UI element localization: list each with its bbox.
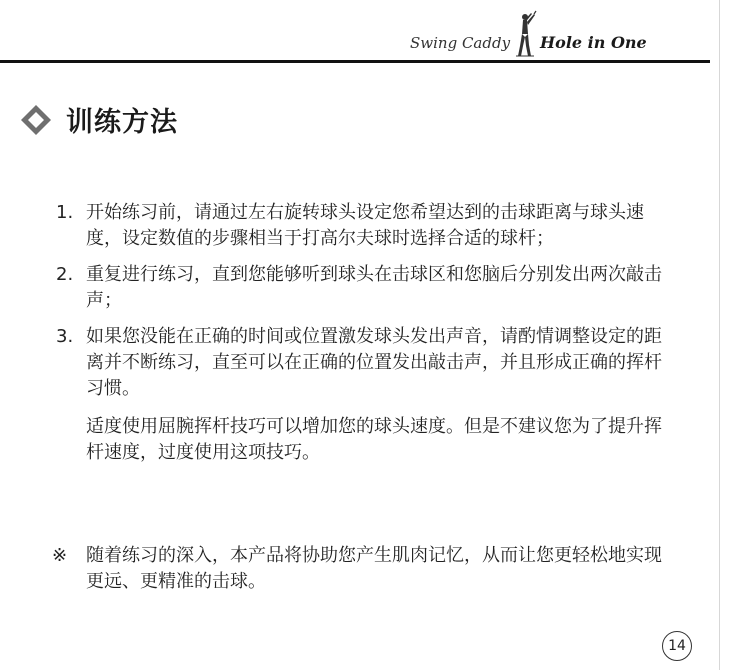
list-item [56,324,676,402]
note-paragraph: 适度使用屈腕挥杆技巧可以增加您的球头速度。但是不建议您为了提升挥杆速度，过度使用这项技巧。 [86,416,662,463]
page-edge-line [719,0,720,670]
tip-note [52,543,672,595]
section-title [20,100,178,139]
golfer-icon [512,10,538,58]
list-item [56,200,676,252]
step-number: 3. [56,326,74,347]
step-number: 1. [56,202,74,223]
step-number: 2. [56,264,74,285]
step-text: 重复进行练习，直到您能够听到球头在击球区和您脑后分别发出两次敲击声； [86,264,662,311]
reference-mark-icon: ※ [52,545,68,566]
step-text: 如果您没能在正确的时间或位置激发球头发出声音，请酌情调整设定的距离并不断练习，直至可以在正确的位置发出敲击声，并且形成正确的挥杆习惯。 [86,326,662,399]
page-number: 14 [662,631,692,661]
section-title-text: 训练方法 [66,107,178,138]
step-text: 开始练习前，请通过左右旋转球头设定您希望达到的击球距离与球头速度，设定数值的步骤相当于打高尔夫球时选择合适的球杆； [86,202,644,249]
tip-text: 随着练习的深入，本产品将协助您产生肌肉记忆，从而让您更轻松地实现更远、更精准的击球。 [86,545,662,592]
list-item [56,262,676,314]
brand-logo [410,30,647,58]
steps-list [56,200,676,466]
brand-hole-in-one: Hole in One [540,33,647,52]
brand-swing-caddy: Swing Caddy [410,34,511,52]
header-rule [0,60,710,63]
diamond-icon [20,104,52,136]
